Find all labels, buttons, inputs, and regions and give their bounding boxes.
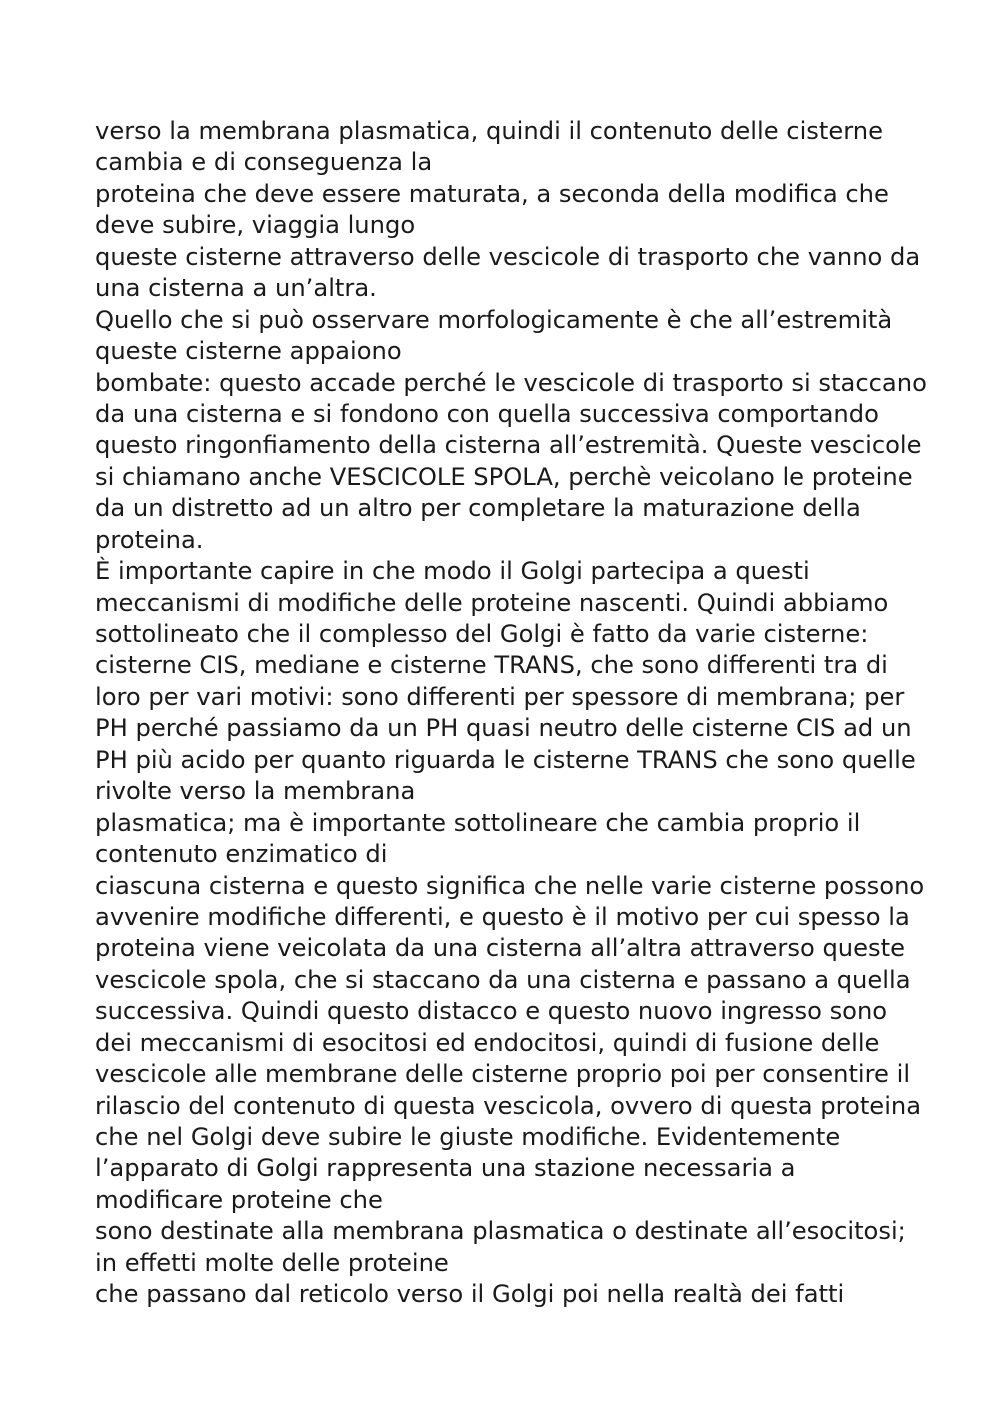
text-line: bombate: questo accade perché le vescicole di trasporto si staccano — [95, 368, 927, 397]
text-line: contenuto enzimatico di — [95, 840, 388, 869]
text-line: si chiamano anche VESCICOLE SPOLA, perchè veicolano le proteine — [95, 462, 913, 491]
body-text — [95, 116, 925, 1311]
text-line: loro per vari motivi: sono differenti per spessore di membrana; per — [95, 682, 905, 711]
text-line: avvenire modifiche differenti, e questo è il motivo per cui spesso la — [95, 902, 910, 931]
text-line: proteina. — [95, 525, 204, 554]
text-line: che nel Golgi deve subire le giuste modifiche. Evidentemente — [95, 1123, 841, 1151]
text-line: dei meccanismi di esocitosi ed endocitosi, quindi di fusione delle — [95, 1028, 880, 1057]
text-line: in effetti molte delle proteine — [95, 1248, 449, 1277]
text-line: proteina che deve essere maturata, a seconda della modifica che — [95, 179, 889, 208]
text-line: una cisterna a un’altra. — [95, 274, 377, 303]
text-line: proteina viene veicolata da una cisterna all’altra attraverso queste — [95, 934, 905, 963]
text-line: È importante capire in che modo il Golgi partecipa a questi — [95, 557, 810, 586]
text-line: vescicole spola, che si staccano da una cisterna e passano a quella — [95, 965, 911, 994]
text-line: questo ringonfiamento della cisterna all’estremità. Queste vescicole — [95, 431, 922, 460]
text-line: rivolte verso la membrana — [95, 777, 416, 806]
text-line: meccanismi di modifiche delle proteine nascenti. Quindi abbiamo — [95, 588, 889, 617]
text-line: sottolineato che il complesso del Golgi è fatto da varie cisterne: — [95, 620, 869, 648]
text-line: cisterne CIS, mediane e cisterne TRANS, che sono differenti tra di — [95, 651, 888, 680]
text-line: deve subire, viaggia lungo — [95, 211, 416, 240]
text-line: plasmatica; ma è importante sottolineare che cambia proprio il — [95, 808, 861, 837]
text-line: cambia e di conseguenza la — [95, 148, 433, 177]
text-line: che passano dal reticolo verso il Golgi poi nella realtà dei fatti — [95, 1280, 845, 1309]
text-line: modificare proteine che — [95, 1185, 383, 1214]
text-line: sono destinate alla membrana plasmatica o destinate all’esocitosi; — [95, 1217, 906, 1246]
text-line: l’apparato di Golgi rappresenta una stazione necessaria a — [95, 1154, 796, 1183]
text-line: queste cisterne appaiono — [95, 337, 402, 366]
text-line: successiva. Quindi questo distacco e questo nuovo ingresso sono — [95, 997, 888, 1026]
text-line: PH più acido per quanto riguarda le cisterne TRANS che sono quelle — [95, 745, 916, 774]
text-line: rilascio del contenuto di questa vescicola, ovvero di questa proteina — [95, 1091, 922, 1120]
text-line: ciascuna cisterna e questo significa che nelle varie cisterne possono — [95, 871, 925, 900]
text-line: PH perché passiamo da un PH quasi neutro delle cisterne CIS ad un — [95, 714, 912, 743]
text-line: queste cisterne attraverso delle vescicole di trasporto che vanno da — [95, 242, 921, 271]
text-line: vescicole alle membrane delle cisterne proprio poi per consentire il — [95, 1060, 911, 1089]
text-line: da una cisterna e si fondono con quella successiva comportando — [95, 399, 879, 428]
text-line: da un distretto ad un altro per completare la maturazione della — [95, 494, 861, 523]
text-line: verso la membrana plasmatica, quindi il contenuto delle cisterne — [95, 117, 884, 145]
text-line: Quello che si può osservare morfologicamente è che all’estremità — [95, 305, 893, 334]
